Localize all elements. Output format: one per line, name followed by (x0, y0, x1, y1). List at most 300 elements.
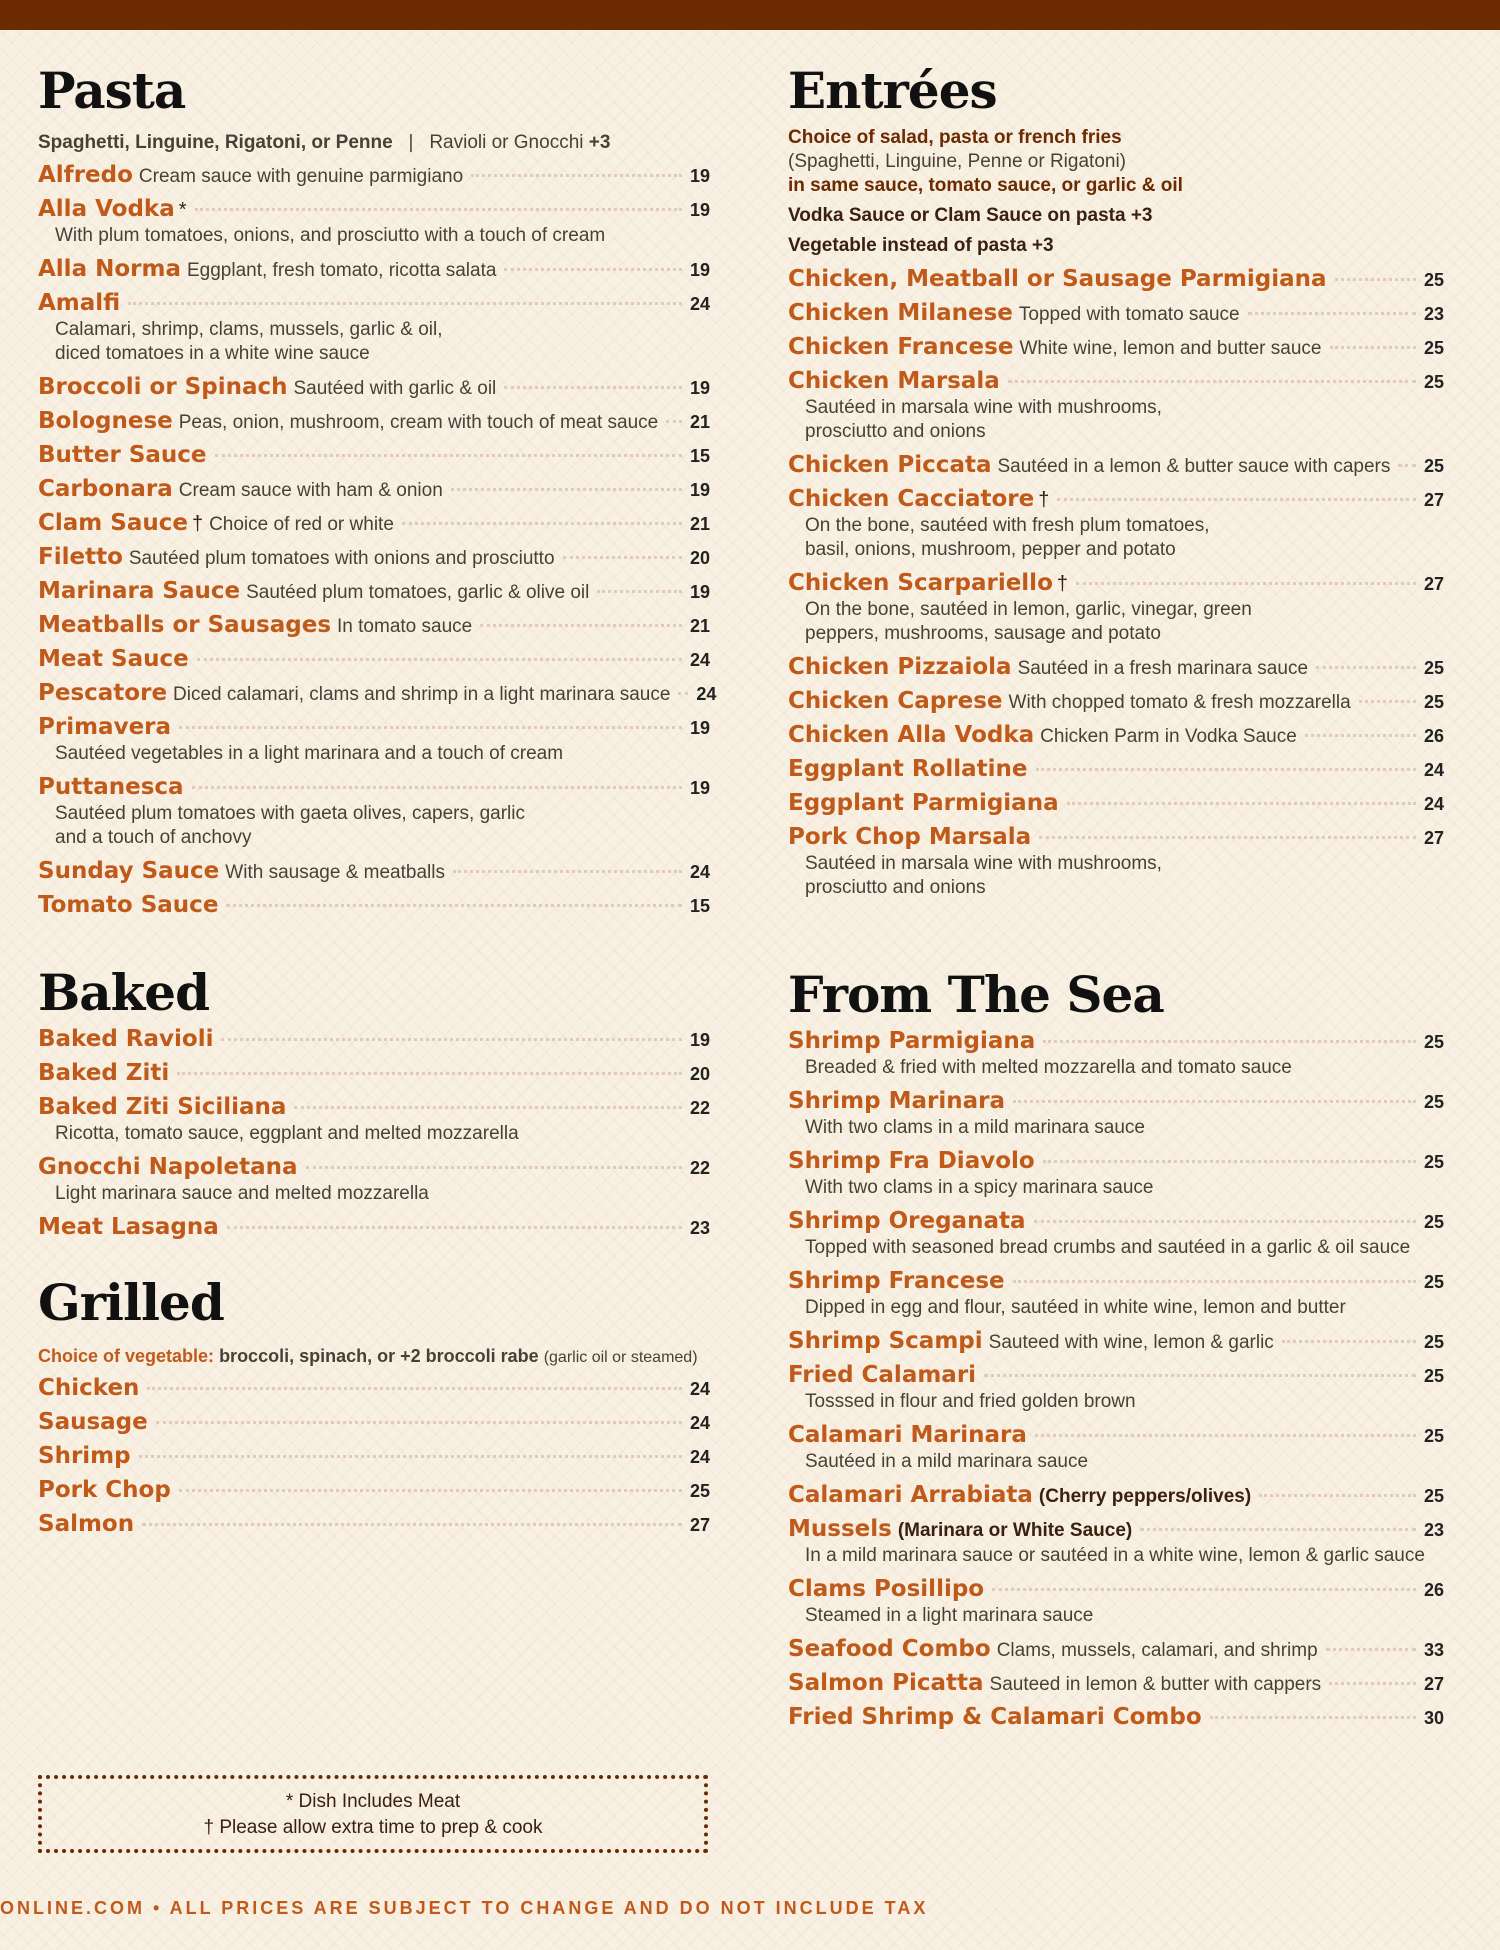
dotted-leader (195, 208, 682, 211)
item-description (805, 852, 1444, 900)
dotted-leader (1330, 346, 1416, 349)
item-name: Amalfi (38, 290, 121, 316)
menu-item (38, 774, 710, 850)
item-price: 25 (1423, 692, 1444, 712)
menu-item (38, 1026, 710, 1052)
item-row (38, 256, 710, 282)
item-price: 19 (689, 480, 710, 500)
item-name: Chicken Milanese (788, 300, 1013, 326)
item-name: Shrimp Oreganata (788, 1208, 1026, 1234)
item-row (38, 680, 717, 706)
item-inline-desc: Cream sauce with ham & onion (178, 480, 443, 501)
item-row (38, 476, 710, 502)
item-inline-desc: Clams, mussels, calamari, and shrimp (996, 1640, 1318, 1661)
item-price: 26 (1423, 1580, 1444, 1600)
dotted-leader (179, 1489, 682, 1492)
item-description (805, 598, 1444, 646)
item-price: 23 (1423, 1520, 1444, 1540)
dotted-leader (1210, 1716, 1416, 1719)
item-row (788, 1636, 1444, 1662)
dotted-leader (504, 386, 682, 389)
item-price: 25 (1423, 338, 1444, 358)
item-inline-desc: Diced calamari, clams and shrimp in a light marinara sauce (173, 684, 671, 705)
item-name: Alfredo (38, 162, 133, 188)
menu-item (38, 1214, 710, 1240)
item-name: Pork Chop Marsala (788, 824, 1032, 850)
item-description (805, 396, 1444, 444)
item-inline-desc: Topped with tomato sauce (1018, 304, 1240, 325)
item-row (788, 266, 1444, 292)
item-row (38, 714, 710, 740)
entrees-note-1: Choice of salad, pasta or french fries (788, 127, 1122, 148)
menu-item (788, 790, 1444, 816)
item-price: 15 (689, 896, 710, 916)
item-name: Chicken (38, 1375, 140, 1401)
item-description (805, 1390, 1444, 1414)
description-line: peppers, mushrooms, sausage and potato (805, 623, 1161, 644)
grilled-title: Grilled (38, 1273, 224, 1332)
item-name: Eggplant Rollatine (788, 756, 1028, 782)
item-inline-desc: Sautéed with garlic & oil (293, 378, 497, 399)
item-price: 23 (689, 1218, 710, 1238)
item-price: 19 (689, 718, 710, 738)
item-row (38, 290, 710, 316)
item-row (788, 1328, 1444, 1354)
item-row (38, 1026, 710, 1052)
item-price: 25 (689, 1481, 710, 1501)
description-line: On the bone, sautéed in lemon, garlic, vinegar, green (805, 599, 1252, 620)
dotted-leader (1282, 1340, 1416, 1343)
menu-item (788, 1516, 1444, 1568)
dotted-leader (192, 786, 682, 789)
legend-extra-time: † Please allow extra time to prep & cook (203, 1817, 543, 1838)
description-line: With two clams in a spicy marinara sauce (805, 1177, 1154, 1198)
item-row (788, 334, 1444, 360)
item-row (788, 1670, 1444, 1696)
description-line: Calamari, shrimp, clams, mussels, garlic & oil, (55, 319, 443, 340)
item-row (788, 722, 1444, 748)
item-price: 26 (1423, 726, 1444, 746)
item-price: 20 (689, 1064, 710, 1084)
item-row (38, 408, 710, 434)
description-line: Light marinara sauce and melted mozzarella (55, 1183, 429, 1204)
item-inline-desc: Sautéed plum tomatoes, garlic & olive oil (246, 582, 590, 603)
item-inline-desc: Sauteed in lemon & butter with cappers (989, 1674, 1322, 1695)
item-name: Gnocchi Napoletana (38, 1154, 298, 1180)
item-inline-desc: (Marinara or White Sauce) (897, 1520, 1133, 1541)
item-row (38, 162, 710, 188)
dotted-leader (1013, 1100, 1416, 1103)
menu-item (38, 196, 710, 248)
item-name: Shrimp Scampi (788, 1328, 983, 1354)
menu-item (38, 680, 717, 706)
menu-item (38, 1477, 710, 1503)
menu-item (788, 368, 1444, 444)
dotted-leader (147, 1387, 682, 1390)
item-inline-desc: White wine, lemon and butter sauce (1019, 338, 1322, 359)
menu-item (788, 1482, 1444, 1508)
item-row (38, 544, 710, 570)
item-name: Marinara Sauce (38, 578, 241, 604)
item-name: Chicken Pizzaiola (788, 654, 1012, 680)
item-inline-desc: Sautéed in a lemon & butter sauce with capers (997, 456, 1391, 477)
menu-item (38, 408, 710, 434)
menu-item (788, 1636, 1444, 1662)
menu-item (788, 756, 1444, 782)
dotted-leader (1067, 802, 1416, 805)
item-row (788, 1268, 1444, 1294)
menu-item (38, 442, 710, 468)
dotted-leader (678, 692, 688, 695)
item-name: Baked Ziti (38, 1060, 170, 1086)
item-name: Calamari Marinara (788, 1422, 1027, 1448)
menu-item (788, 1362, 1444, 1414)
dotted-leader (306, 1166, 682, 1169)
item-row (38, 1154, 710, 1180)
baked-list (38, 1026, 710, 1240)
item-description (805, 1056, 1444, 1080)
item-price: 33 (1423, 1640, 1444, 1660)
item-price: 22 (689, 1158, 710, 1178)
menu-item (38, 1375, 710, 1401)
item-row (788, 1576, 1444, 1602)
item-price: 19 (689, 260, 710, 280)
dotted-leader (1034, 1220, 1416, 1223)
item-price: 25 (1423, 1092, 1444, 1112)
item-row (38, 1409, 710, 1435)
left-column (38, 61, 717, 1537)
item-row (38, 1511, 710, 1537)
item-row (38, 374, 710, 400)
menu-item (788, 334, 1444, 360)
item-price: 20 (689, 548, 710, 568)
item-description (805, 514, 1444, 562)
dotted-leader (221, 1038, 681, 1041)
item-name: Shrimp Fra Diavolo (788, 1148, 1035, 1174)
dotted-leader (1057, 498, 1416, 501)
item-inline-desc: Sautéed plum tomatoes with onions and prosciutto (128, 548, 555, 569)
item-name: Mussels (788, 1516, 892, 1542)
dotted-leader (451, 488, 682, 491)
item-price: 27 (689, 1515, 710, 1535)
dotted-leader (139, 1455, 682, 1458)
item-price: 25 (1423, 1272, 1444, 1292)
item-price: 25 (1423, 1152, 1444, 1172)
menu-item (788, 1328, 1444, 1354)
item-row (38, 1443, 710, 1469)
item-name: Chicken Caprese (788, 688, 1003, 714)
dotted-leader (1140, 1528, 1416, 1531)
pasta-list (38, 162, 717, 918)
item-price: 30 (1423, 1708, 1444, 1728)
item-name: Shrimp (38, 1443, 131, 1469)
menu-item (38, 1409, 710, 1435)
menu-item (788, 452, 1444, 478)
menu-item (38, 162, 710, 188)
item-name: Bolognese (38, 408, 173, 434)
dotted-leader (215, 454, 682, 457)
item-row (38, 646, 710, 672)
menu-item (788, 722, 1444, 748)
top-bar (0, 0, 1500, 30)
item-price: 23 (1423, 304, 1444, 324)
item-name: Alla Norma (38, 256, 181, 282)
pasta-subhead (38, 132, 710, 154)
item-row (38, 1214, 710, 1240)
description-line: Sautéed in marsala wine with mushrooms, (805, 397, 1162, 418)
dotted-leader (1076, 582, 1416, 585)
item-description (805, 1450, 1444, 1474)
dotted-leader (1039, 836, 1416, 839)
menu-item (788, 654, 1444, 680)
pasta-sep: | (408, 132, 414, 153)
item-inline-desc: Sautéed in a fresh marinara sauce (1017, 658, 1309, 679)
menu-item (38, 858, 710, 884)
item-row (788, 790, 1444, 816)
dotted-leader (480, 624, 682, 627)
item-name: Meat Sauce (38, 646, 189, 672)
dotted-leader (1036, 768, 1416, 771)
item-price: 25 (1423, 1032, 1444, 1052)
dotted-leader (1305, 734, 1416, 737)
item-name: Fried Shrimp & Calamari Combo (788, 1704, 1202, 1730)
item-name: Baked Ziti Siciliana (38, 1094, 287, 1120)
dotted-leader (177, 1072, 682, 1075)
menu-item (788, 1028, 1444, 1080)
item-row (38, 1477, 710, 1503)
item-description (805, 1604, 1444, 1628)
item-name: Puttanesca (38, 774, 184, 800)
item-description (55, 224, 710, 248)
item-name: Alla Vodka (38, 196, 175, 222)
menu-item (788, 824, 1444, 900)
item-price: 27 (1423, 1674, 1444, 1694)
menu-item (788, 1088, 1444, 1140)
item-description (805, 1176, 1444, 1200)
dotted-leader (1013, 1280, 1416, 1283)
menu-item (38, 612, 710, 638)
dotted-leader (156, 1421, 682, 1424)
item-name: Chicken Piccata (788, 452, 992, 478)
item-name: Clam Sauce (38, 510, 188, 536)
menu-item (788, 688, 1444, 714)
item-price: 24 (689, 650, 710, 670)
menu-item (788, 1704, 1444, 1730)
item-name: Clams Posillipo (788, 1576, 985, 1602)
menu-item (38, 476, 710, 502)
menu-item (788, 1576, 1444, 1628)
item-name: Salmon (38, 1511, 135, 1537)
grilled-choice (38, 1346, 710, 1367)
description-line: Breaded & fried with melted mozzarella and tomato sauce (805, 1057, 1292, 1078)
item-row (788, 1362, 1444, 1388)
pasta-extra: Ravioli or Gnocchi (429, 132, 584, 153)
item-price: 25 (1423, 270, 1444, 290)
item-description (805, 1116, 1444, 1140)
item-row (788, 486, 1444, 512)
item-price: 24 (689, 294, 710, 314)
item-price: 27 (1423, 574, 1444, 594)
item-name: Chicken Francese (788, 334, 1014, 360)
item-name: Chicken Marsala (788, 368, 1000, 394)
item-row (788, 1088, 1444, 1114)
item-row (38, 858, 710, 884)
item-inline-desc: Choice of red or white (209, 514, 394, 535)
dotted-leader (597, 590, 682, 593)
entrees-title: Entrées (788, 61, 997, 120)
menu-item (788, 570, 1444, 646)
item-price: 24 (1423, 760, 1444, 780)
menu-item (38, 714, 710, 766)
dotted-leader (1329, 1682, 1416, 1685)
item-price: 21 (689, 616, 710, 636)
dotted-leader (1035, 1434, 1416, 1437)
dotted-leader (226, 904, 682, 907)
item-name: Primavera (38, 714, 172, 740)
item-row (38, 510, 710, 536)
item-description (55, 742, 710, 766)
dotted-leader (294, 1106, 682, 1109)
pasta-title: Pasta (38, 61, 186, 120)
item-row (38, 196, 710, 222)
item-row (788, 368, 1444, 394)
menu-item (38, 544, 710, 570)
menu-item (38, 290, 710, 366)
menu-item (788, 486, 1444, 562)
dotted-leader (402, 522, 682, 525)
description-line: Sautéed in marsala wine with mushrooms, (805, 853, 1162, 874)
item-row (788, 1208, 1444, 1234)
dotted-leader (666, 420, 682, 423)
item-price: 19 (689, 166, 710, 186)
menu-item (788, 266, 1444, 292)
item-row (788, 1516, 1444, 1542)
item-price: 24 (689, 1447, 710, 1467)
description-line: Sautéed in a mild marinara sauce (805, 1451, 1089, 1472)
item-mark: † (191, 513, 204, 535)
item-price: 24 (689, 1379, 710, 1399)
menu-item (38, 1154, 710, 1206)
item-row (788, 1148, 1444, 1174)
grilled-list (38, 1375, 710, 1537)
item-name: Seafood Combo (788, 1636, 991, 1662)
item-name: Sausage (38, 1409, 148, 1435)
item-price: 25 (1423, 1486, 1444, 1506)
item-inline-desc: (Cherry peppers/olives) (1038, 1486, 1252, 1507)
description-line: and a touch of anchovy (55, 827, 252, 848)
dotted-leader (563, 556, 682, 559)
item-row (788, 1704, 1444, 1730)
dotted-leader (1043, 1160, 1416, 1163)
description-line: On the bone, sautéed with fresh plum tomatoes, (805, 515, 1210, 536)
dotted-leader (1359, 700, 1416, 703)
item-name: Shrimp Marinara (788, 1088, 1005, 1114)
item-mark: * (178, 199, 187, 221)
menu-item (38, 374, 710, 400)
entrees-note-5: Vegetable instead of pasta +3 (788, 235, 1054, 256)
item-price: 21 (689, 514, 710, 534)
item-row (38, 1094, 710, 1120)
item-name: Chicken Alla Vodka (788, 722, 1035, 748)
item-mark: † (1056, 573, 1068, 595)
menu-item (38, 646, 710, 672)
item-name: Fried Calamari (788, 1362, 977, 1388)
item-inline-desc: Chicken Parm in Vodka Sauce (1040, 726, 1297, 747)
item-price: 25 (1423, 1212, 1444, 1232)
item-name: Chicken, Meatball or Sausage Parmigiana (788, 266, 1327, 292)
menu-item (788, 1670, 1444, 1696)
item-row (38, 1375, 710, 1401)
dotted-leader (1316, 666, 1416, 669)
item-name: Butter Sauce (38, 442, 207, 468)
description-line: basil, onions, mushroom, pepper and potato (805, 539, 1176, 560)
dotted-leader (453, 870, 682, 873)
dotted-leader (984, 1374, 1416, 1377)
entrees-note-2: (Spaghetti, Linguine, Penne or Rigatoni) (788, 151, 1127, 172)
item-name: Tomato Sauce (38, 892, 219, 918)
item-name: Broccoli or Spinach (38, 374, 288, 400)
menu-item (38, 256, 710, 282)
item-price: 25 (1423, 1366, 1444, 1386)
item-price: 25 (1423, 456, 1444, 476)
dotted-leader (1043, 1040, 1416, 1043)
dotted-leader (471, 174, 682, 177)
description-line: Sautéed vegetables in a light marinara and a touch of cream (55, 743, 564, 764)
item-inline-desc: Cream sauce with genuine parmigiano (138, 166, 464, 187)
item-price: 21 (689, 412, 710, 432)
item-price: 25 (1423, 1426, 1444, 1446)
item-price: 25 (1423, 372, 1444, 392)
item-row (788, 300, 1444, 326)
menu-item (38, 578, 710, 604)
footer-text: ONLINE.COM • ALL PRICES ARE SUBJECT TO CHANGE AND DO NOT INCLUDE TAX (0, 1898, 929, 1918)
description-line: prosciutto and onions (805, 877, 986, 898)
item-row (788, 756, 1444, 782)
item-description (805, 1296, 1444, 1320)
menu-item (788, 1268, 1444, 1320)
menu-item (38, 892, 710, 918)
dotted-leader (1326, 1648, 1416, 1651)
item-price: 24 (1423, 794, 1444, 814)
item-price: 24 (696, 684, 717, 704)
item-price: 22 (689, 1098, 710, 1118)
item-inline-desc: Peas, onion, mushroom, cream with touch of meat sauce (178, 412, 659, 433)
item-name: Meatballs or Sausages (38, 612, 332, 638)
item-description (55, 1122, 710, 1146)
description-line: Topped with seasoned bread crumbs and sautéed in a garlic & oil sauce (805, 1237, 1411, 1258)
item-inline-desc: Sauteed with wine, lemon & garlic (988, 1332, 1274, 1353)
item-name: Pescatore (38, 680, 168, 706)
item-name: Chicken Cacciatore (788, 486, 1035, 512)
item-row (788, 654, 1444, 680)
menu-item (38, 1443, 710, 1469)
item-row (38, 774, 710, 800)
description-line: Dipped in egg and flour, sautéed in white wine, lemon and butter (805, 1297, 1346, 1318)
item-row (38, 442, 710, 468)
item-description (805, 1236, 1444, 1260)
dotted-leader (142, 1523, 682, 1526)
item-name: Pork Chop (38, 1477, 171, 1503)
item-inline-desc: In tomato sauce (337, 616, 473, 637)
dotted-leader (179, 726, 682, 729)
item-description (55, 802, 710, 850)
item-name: Baked Ravioli (38, 1026, 214, 1052)
item-inline-desc: Eggplant, fresh tomato, ricotta salata (186, 260, 497, 281)
item-price: 24 (689, 862, 710, 882)
item-description (55, 1182, 710, 1206)
item-name: Chicken Scarpariello (788, 570, 1053, 596)
description-line: Tosssed in flour and fried golden brown (805, 1391, 1136, 1412)
